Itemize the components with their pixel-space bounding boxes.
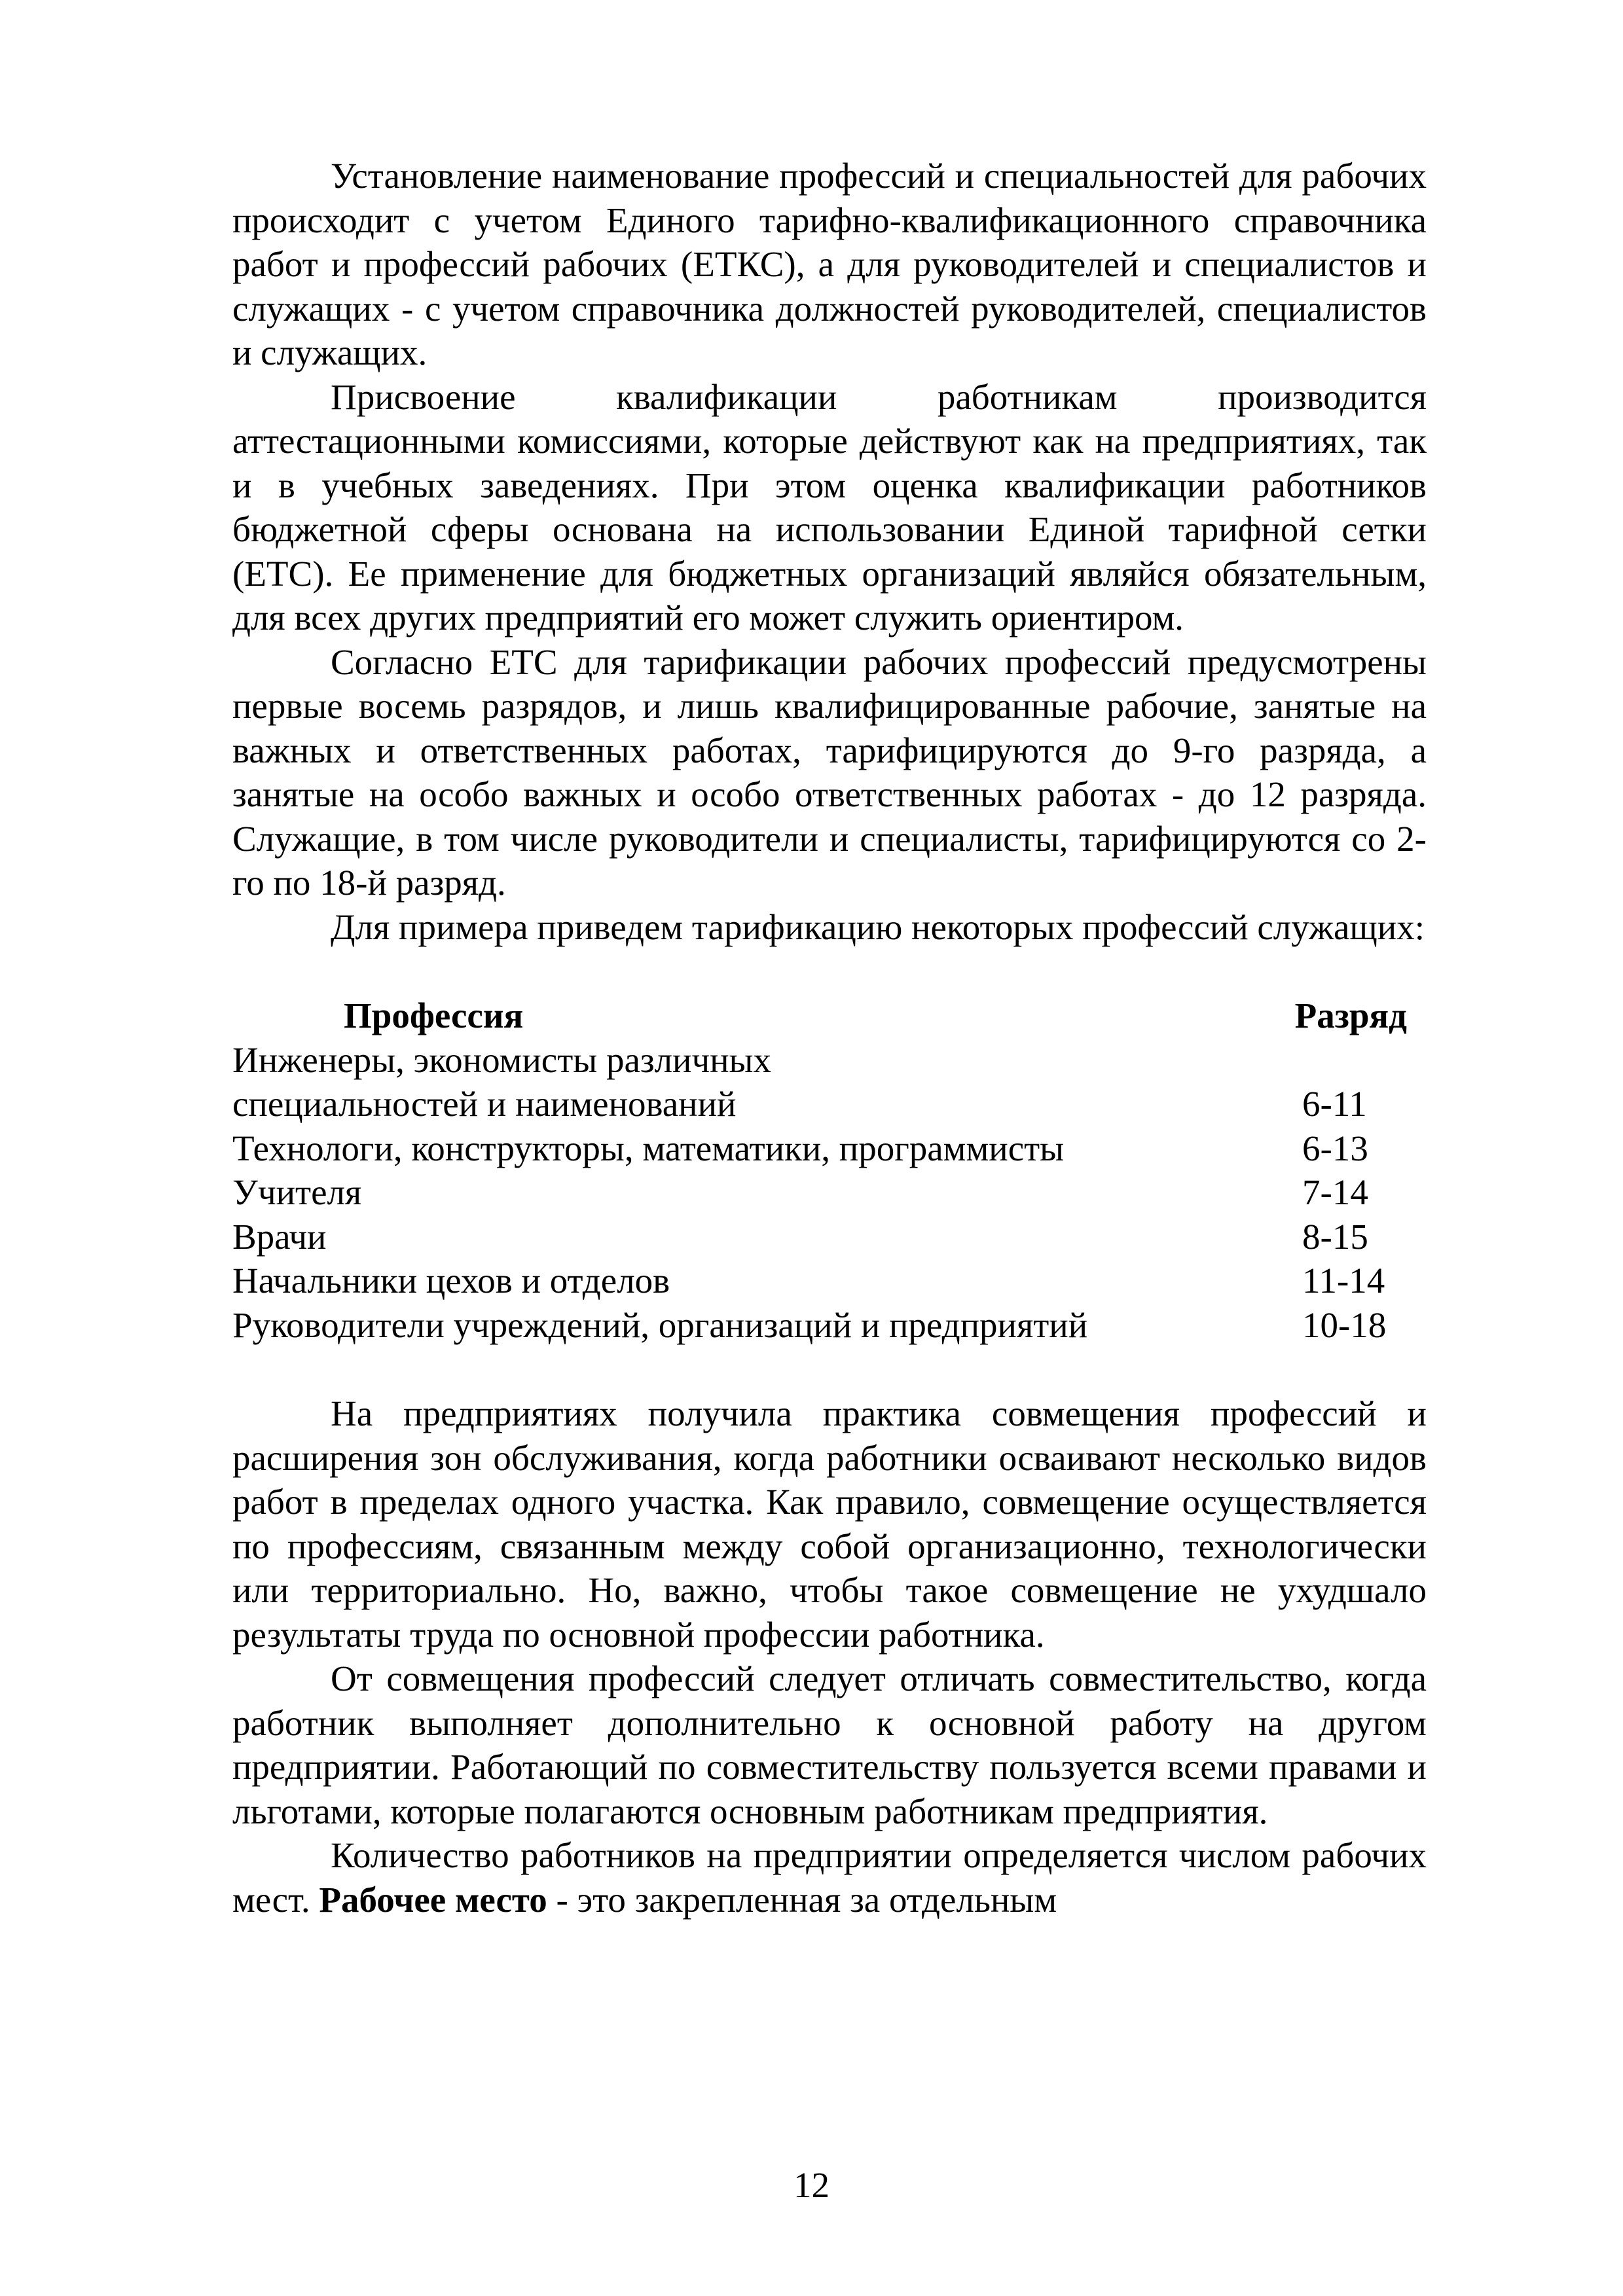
table-row [232, 1082, 1427, 1126]
row-grade: 7-14 [1302, 1172, 1368, 1212]
table-row [232, 1126, 1427, 1171]
row-profession: Учителя [232, 1172, 362, 1212]
table-row [232, 1215, 1427, 1259]
table-row [232, 1259, 1427, 1303]
workplace-text-after: - это закрепленная за отдельным [547, 1879, 1057, 1920]
row-profession: Инженеры, экономисты различных [232, 1039, 772, 1080]
paragraph-part-time: От совмещения профессий следует отличать совместительство, когда работник выполняет дополнительно к основной работу на другом предприятии. Работающий по совместительству пользуется всеми правами и льготами, которые полагаются основным работникам предприятия. [232, 1659, 1427, 1831]
spacer [232, 1347, 1427, 1391]
paragraph-ets-grades: Согласно ЕТС для тарификации рабочих профессий предусмотрены первые восемь разрядов, и лишь квалифицированные рабочие, занятые на важных и ответственных работах, тарифицируются до 9-го разряда, а занятые на особо важных и особо ответственных работах - до 12 разряда. Служащие, в том числе руководители и специалисты, тарифицируются со 2-го по 18-й разряд. [232, 641, 1427, 903]
table-row [232, 1038, 1427, 1083]
paragraph-qualification: Присвоение квалификации работникам производится аттестационными комиссиями, которые действуют как на предприятиях, так и в учебных заведениях. При этом оценка квалификации работников бюджетной сферы основана на использовании Единой тарифной сетки (ЕТС). Ее применение для бюджетных организаций являйся обязательным, для всех других предприятий его может служить ориентиром. [232, 376, 1427, 637]
workplace-text-before: Количество работников на предприятии определяется числом рабочих мест. [232, 1835, 1427, 1920]
header-profession: Профессия [344, 996, 524, 1035]
row-grade: 6-11 [1302, 1084, 1367, 1124]
row-profession: Начальники цехов и отделов [232, 1261, 670, 1300]
paragraph-etks: Установление наименование профессий и специальностей для рабочих происходит с учетом Единого тарифно-квалификационного справочника работ и профессий рабочих (ЕТКС), а для руководителей и специалистов и служащих - с учетом справочника должностей руководителей, специалистов и служащих. [232, 156, 1427, 372]
paragraph-example-intro: Для примера приведем тарификацию некоторых профессий служащих: [331, 906, 1425, 947]
table-row [232, 1170, 1427, 1215]
row-profession: Руководители учреждений, организаций и предприятий [232, 1304, 1088, 1345]
page-number: 12 [793, 2165, 830, 2205]
table-row [232, 1303, 1427, 1348]
row-grade: 6-13 [1302, 1128, 1368, 1168]
row-profession: Врачи [232, 1216, 327, 1257]
header-grade: Разряд [1294, 996, 1407, 1035]
table-header-row [232, 994, 1427, 1038]
row-grade: 8-15 [1302, 1216, 1368, 1257]
paragraph-combining-professions: На предприятиях получила практика совмещения профессий и расширения зон обслуживания, когда работники осваивают несколько видов работ в пределах одного участка. Как правило, совмещение осуществляется по профессиям, связанным между собой организационно, технологически или территориально. Но, важно, чтобы такое совмещение не ухудшало результаты труда по основной профессии работника. [232, 1393, 1427, 1655]
workplace-term: Рабочее место [319, 1879, 547, 1920]
grade-table [232, 994, 1427, 1347]
row-grade: 10-18 [1302, 1304, 1387, 1345]
spacer [232, 949, 1427, 994]
document-page [232, 154, 1427, 1922]
row-profession: специальностей и наименований [232, 1084, 737, 1124]
row-grade: 11-14 [1302, 1261, 1385, 1300]
row-profession: Технологи, конструкторы, математики, программисты [232, 1128, 1065, 1168]
paragraph-workplace [232, 1833, 1427, 1922]
